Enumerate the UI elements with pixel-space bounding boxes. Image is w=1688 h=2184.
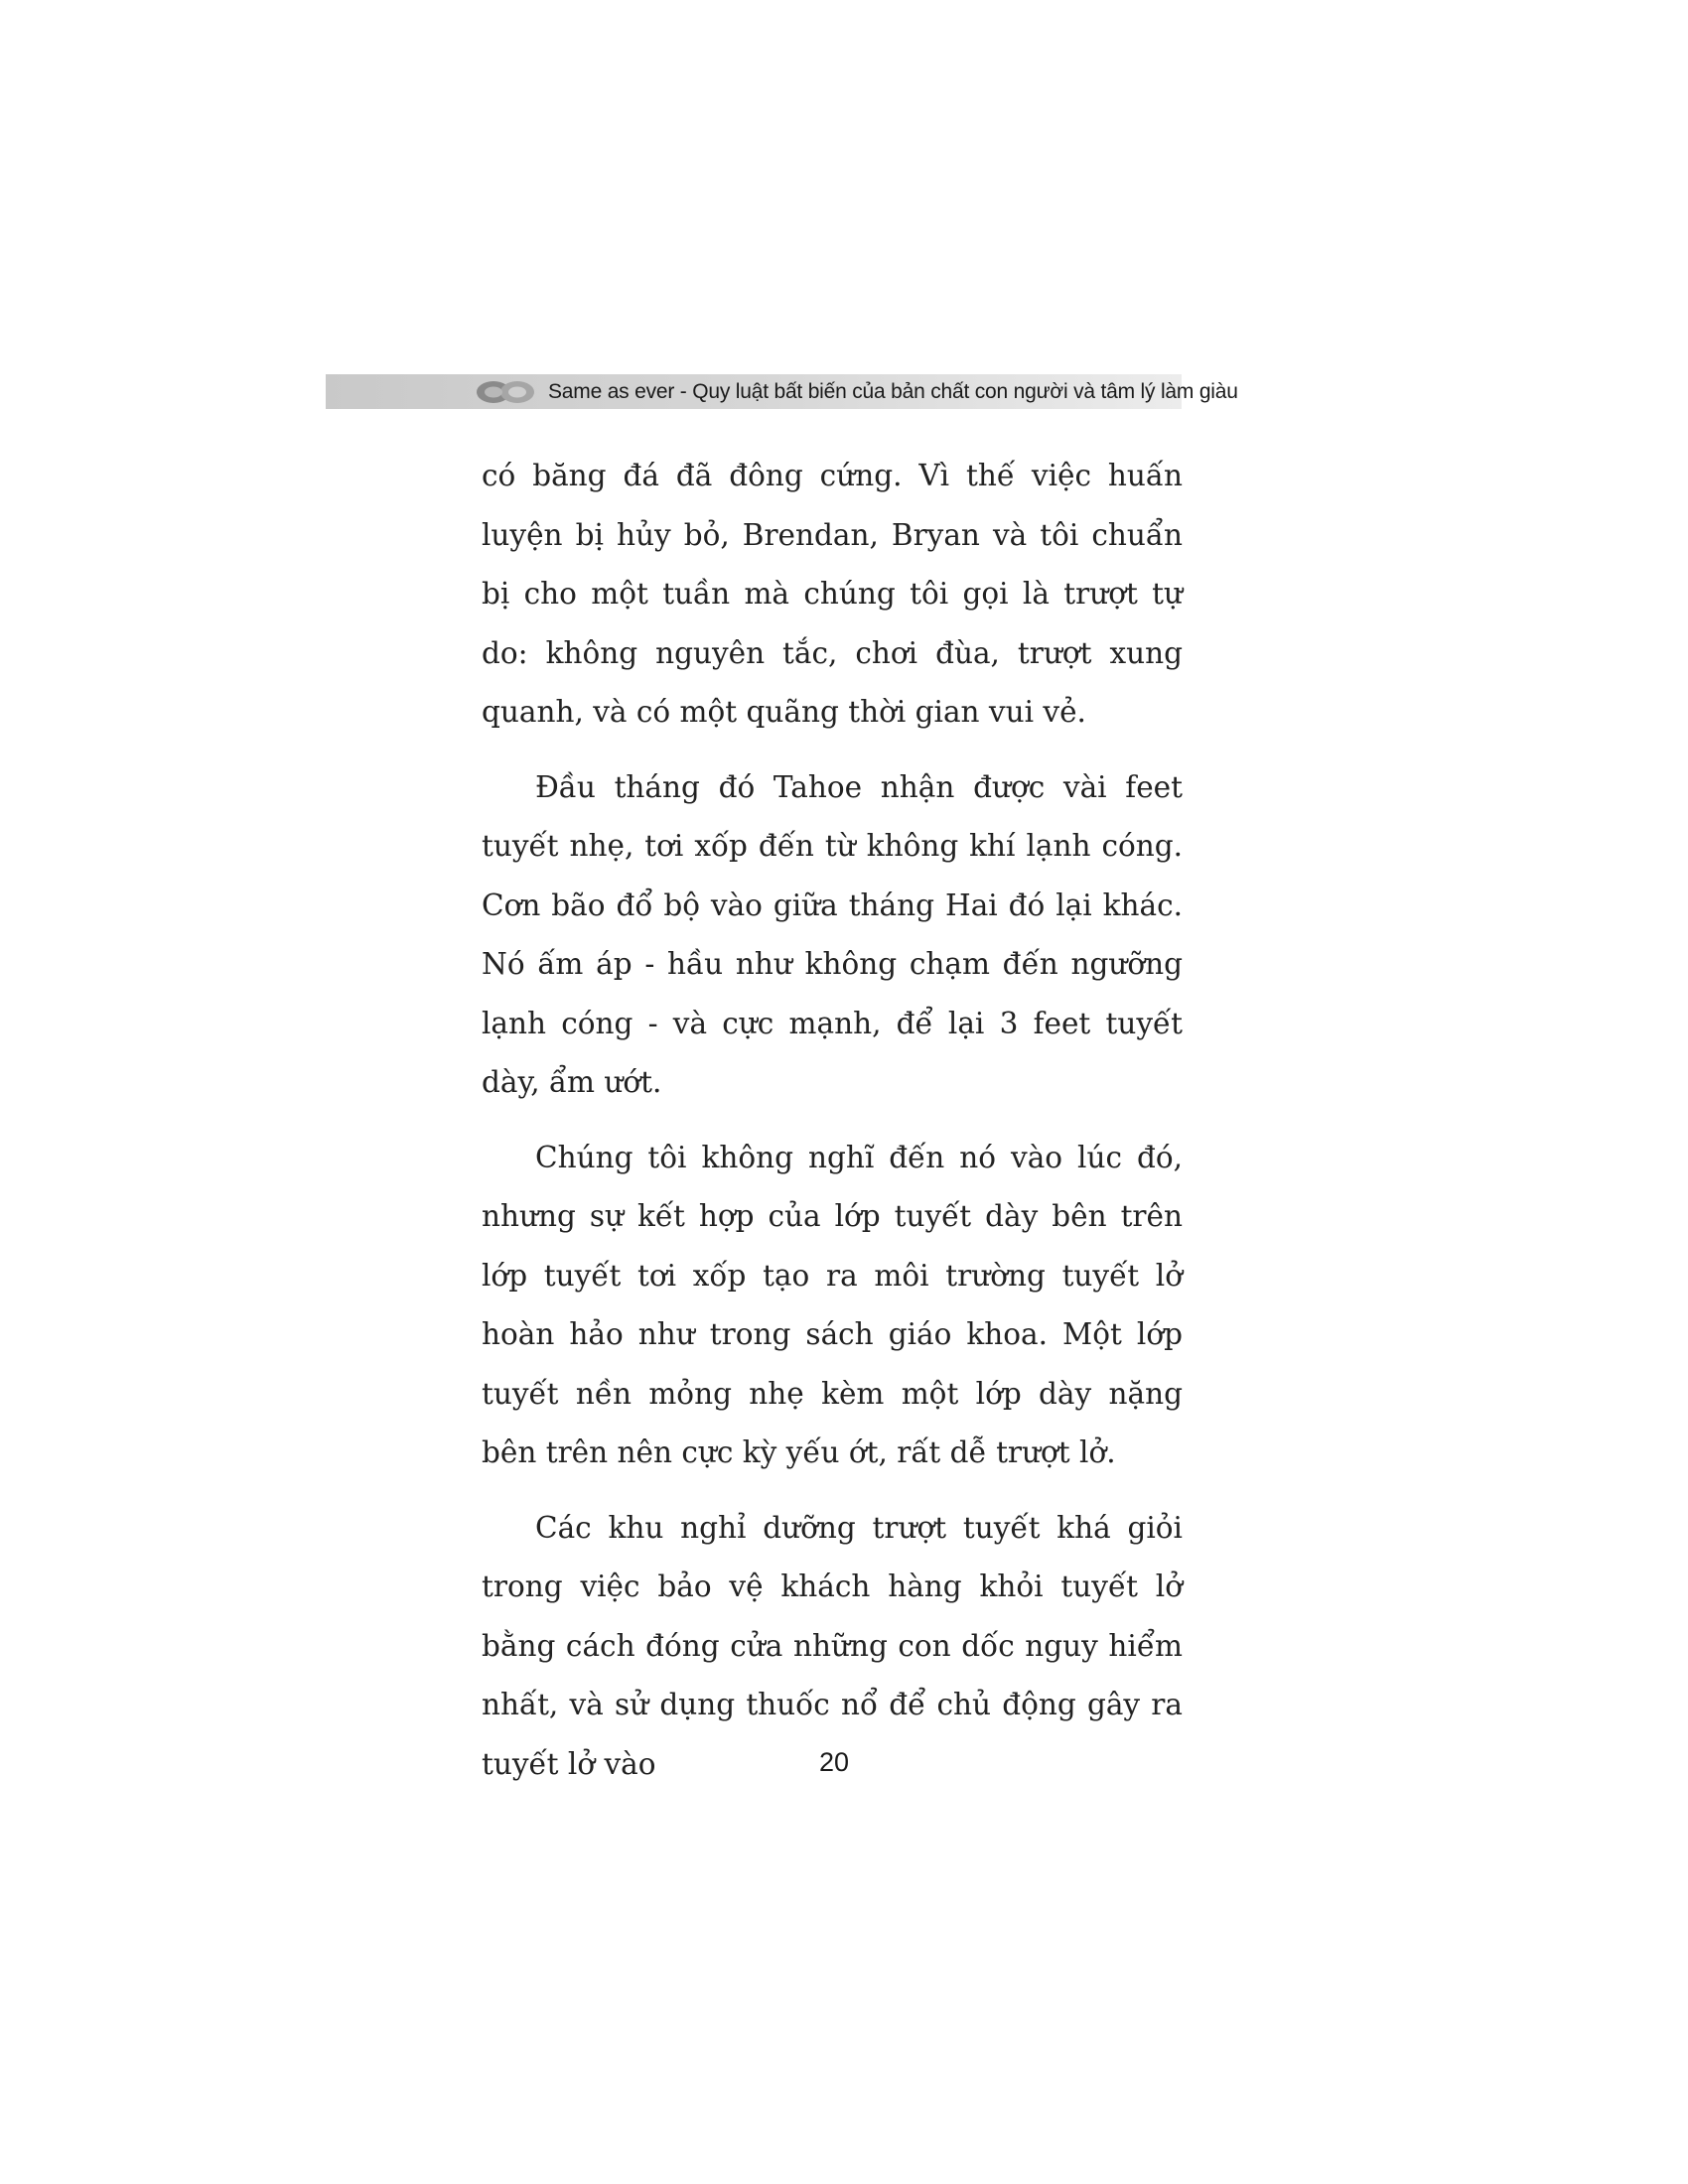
body-text xyxy=(482,447,1183,1794)
paragraph: có băng đá đã đông cứng. Vì thế việc huấn luyện bị hủy bỏ, Brendan, Bryan và tôi chuẩn bị cho một tuần mà chúng tôi gọi là trượt tự do: không nguyên tắc, chơi đùa, trượt xung quanh, và có một quãng thời gian vui vẻ. xyxy=(482,459,1183,729)
running-header-title: Same as ever - Quy luật bất biến của bản chất con người và tâm lý làm giàu xyxy=(548,380,1238,403)
double-leaf-ornament-icon xyxy=(475,378,536,406)
paragraph: Chúng tôi không nghĩ đến nó vào lúc đó, nhưng sự kết hợp của lớp tuyết dày bên trên lớp tuyết tơi xốp tạo ra môi trường tuyết lở hoàn hảo như trong sách giáo khoa. Một lớp tuyết nền mỏng nhẹ kèm một lớp dày nặng bên trên nên cực kỳ yếu ớt, rất dễ trượt lở. xyxy=(482,1140,1183,1469)
page-number: 20 xyxy=(818,1747,850,1777)
paragraph: Đầu tháng đó Tahoe nhận được vài feet tuyết nhẹ, tơi xốp đến từ không khí lạnh cóng. Cơn bão đổ bộ vào giữa tháng Hai đó lại khác. Nó ấm áp - hầu như không chạm đến ngưỡng lạnh cóng - và cực mạnh, để lại 3 feet tuyết dày, ẩm ướt. xyxy=(482,769,1183,1099)
paragraph: Các khu nghỉ dưỡng trượt tuyết khá giỏi trong việc bảo vệ khách hàng khỏi tuyết lở bằng cách đóng cửa những con dốc nguy hiểm nhất, và sử dụng thuốc nổ để chủ động gây ra tuyết lở vào xyxy=(482,1510,1183,1781)
